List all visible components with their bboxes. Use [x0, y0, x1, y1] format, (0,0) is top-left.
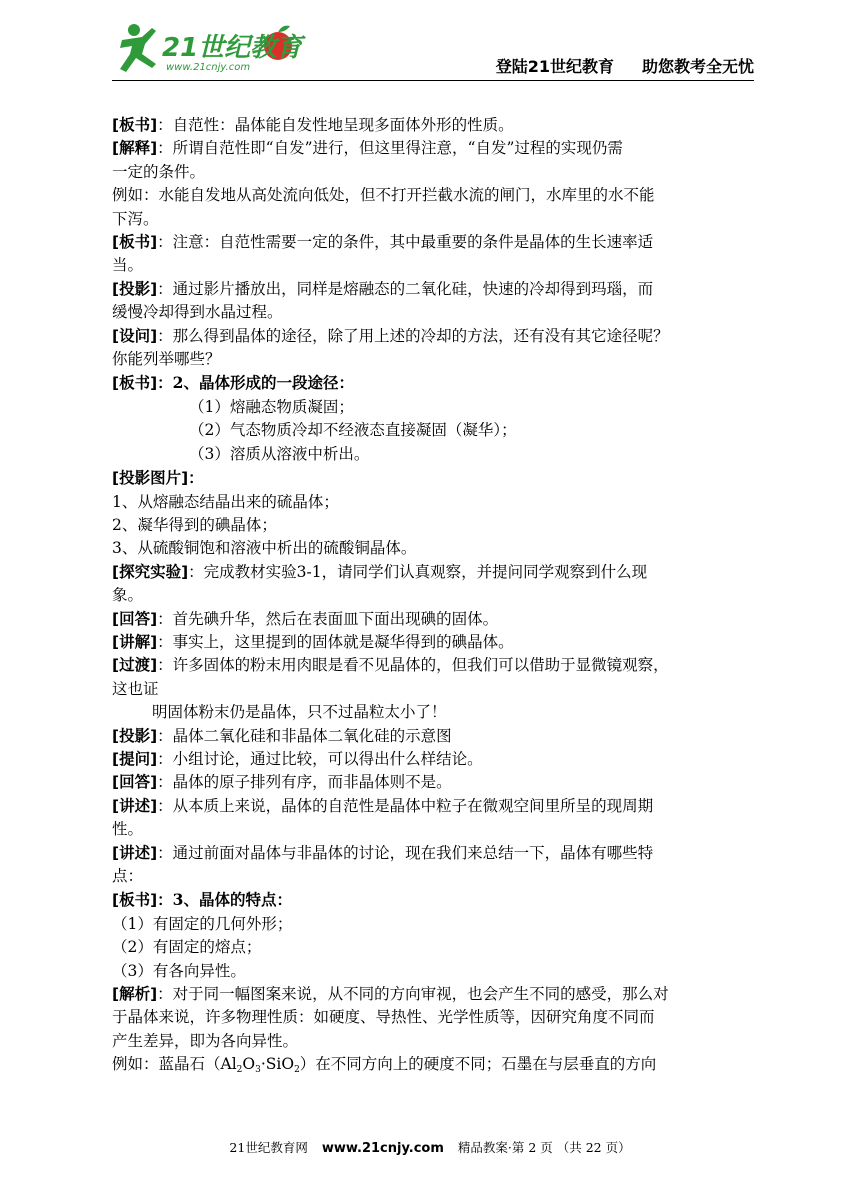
paragraph: 下泻。: [112, 209, 159, 228]
footer-site-url[interactable]: www.21cnjy.com: [321, 1141, 444, 1156]
paragraph: 你能列举哪些？: [112, 350, 221, 369]
paragraph: [探究实验]：完成教材实验3-1，请同学们认真观察，并提问同学观察到什么现: [112, 562, 648, 581]
paragraph: 例如：蓝晶石$(Al_2O_3\cdot SiO_2)$在不同方向上的硬度不同；石墨在与层垂直的方向: [112, 1055, 657, 1076]
paragraph: 一定的条件。: [112, 162, 206, 181]
paragraph: [提问]：小组讨论，通过比较，可以得出什么样结论。: [112, 749, 483, 768]
paragraph: [板书]：3、晶体的特点：: [112, 890, 292, 910]
section-label: [讲解]: [112, 632, 158, 651]
paragraph: [投影]：晶体二氧化硅和非晶体二氧化硅的示意图: [112, 726, 452, 745]
section-label: [投影图片]: [112, 469, 189, 488]
section-label: [板书]: [112, 374, 158, 393]
section-label: [设问]: [112, 326, 158, 345]
paragraph: 明固体粉末仍是晶体，只不过晶粒太小了！: [152, 703, 447, 722]
paragraph: 缓慢冷却得到水晶过程。: [112, 303, 283, 322]
list-item: （1）熔融态物质凝固；: [189, 397, 354, 416]
paragraph: 当。: [112, 256, 144, 275]
21cnjy-logo: [112, 20, 312, 78]
page-header: [112, 18, 754, 84]
paragraph: [回答]：首先碘升华，然后在表面皿下面出现碘的固体。: [112, 609, 499, 628]
paragraph: [板书]：自范性：晶体能自发性地呈现多面体外形的性质。: [112, 116, 514, 134]
paragraph: [讲解]：事实上，这里提到的固体就是凝华得到的碘晶体。: [112, 632, 514, 651]
paragraph: 性。: [112, 820, 144, 839]
section-label: [板书]: [112, 116, 158, 134]
paragraph: [讲述]：通过前面对晶体与非晶体的讨论，现在我们来总结一下，晶体有哪些特: [112, 843, 654, 862]
paragraph: 于晶体来说，许多物理性质：如硬度、导热性、光学性质等，因研究角度不同而: [112, 1008, 655, 1027]
paragraph: [解析]：对于同一幅图案来说，从不同的方向审视，也会产生不同的感受，那么对: [112, 985, 669, 1004]
paragraph: [过渡]：许多固体的粉末用肉眼是看不见晶体的，但我们可以借助于显微镜观察，: [112, 656, 669, 675]
header-slogan: [496, 54, 754, 77]
paragraph: [回答]：晶体的原子排列有序，而非晶体则不是。: [112, 773, 452, 792]
paragraph: 例如：水能自发地从高处流向低处，但不打开拦截水流的闸门，水库里的水不能: [112, 186, 655, 205]
list-item: （3）有各向异性。: [112, 961, 246, 980]
logo-url: www.21cnjy.com: [166, 62, 251, 73]
section-label: [解析]: [112, 985, 158, 1004]
paragraph: 点：: [112, 867, 144, 885]
section-label: [提问]: [112, 749, 158, 768]
paragraph: [设问]：那么得到晶体的途径，除了用上述的冷却的方法，还有没有其它途径呢？: [112, 326, 669, 345]
lesson-body: [112, 114, 758, 1083]
list-item: （1）有固定的几何外形；: [112, 914, 293, 933]
logo-text: 21世纪教育: [162, 33, 303, 63]
section-label: [探究实验]: [112, 562, 189, 581]
footer-site-name: 21世纪教育网: [229, 1140, 308, 1155]
list-item: （3）溶质从溶液中析出。: [189, 444, 370, 463]
section-label: [回答]: [112, 609, 158, 628]
section-label: [过渡]: [112, 656, 158, 675]
list-item: 1、从熔融态结晶出来的硫晶体；: [112, 492, 339, 511]
paragraph: [讲述]：从本质上来说，晶体的自范性是晶体中粒子在微观空间里所呈的现周期: [112, 796, 654, 815]
page-footer: [0, 1138, 860, 1156]
list-item: 3、从硫酸铜饱和溶液中析出的硫酸铜晶体。: [112, 539, 417, 558]
list-item: 2、凝华得到的碘晶体；: [112, 515, 277, 534]
section-label: [讲述]: [112, 843, 158, 862]
paragraph: 象。: [112, 586, 144, 605]
section-label: [回答]: [112, 773, 158, 792]
paragraph: [解释]：所谓自范性即“自发”进行，但这里得注意，“自发”过程的实现仍需: [112, 139, 623, 158]
list-item: （2）有固定的熔点；: [112, 938, 262, 957]
section-label: [板书]: [112, 233, 158, 252]
list-item: （2）气态物质冷却不经液态直接凝固（凝华）；: [189, 421, 517, 440]
section-label: [板书]: [112, 891, 158, 910]
paragraph: [板书]：2、晶体形成的一段途径：: [112, 373, 354, 393]
runner-icon: [120, 24, 156, 72]
paragraph: [板书]：注意：自范性需要一定的条件，其中最重要的条件是晶体的生长速率适: [112, 233, 654, 252]
paragraph: [投影图片]：: [112, 468, 204, 488]
slogan-login: 登陆21世纪教育: [495, 57, 614, 76]
section-label: [讲述]: [112, 796, 158, 815]
header-rule: [112, 80, 754, 81]
slogan-help: 助您教考全无忧: [641, 57, 754, 76]
paragraph: 产生差异，即为各向异性。: [112, 1031, 299, 1050]
paragraph: 这也证: [112, 679, 159, 698]
section-label: [解释]: [112, 139, 158, 158]
section-label: [投影]: [112, 726, 158, 745]
section-label: [投影]: [112, 279, 158, 298]
footer-page-info: 精品教案·第 2 页 （共 22 页）: [457, 1140, 631, 1155]
paragraph: [投影]：通过影片播放出，同样是熔融态的二氧化硅，快速的冷却得到玛瑙，而: [112, 279, 654, 298]
